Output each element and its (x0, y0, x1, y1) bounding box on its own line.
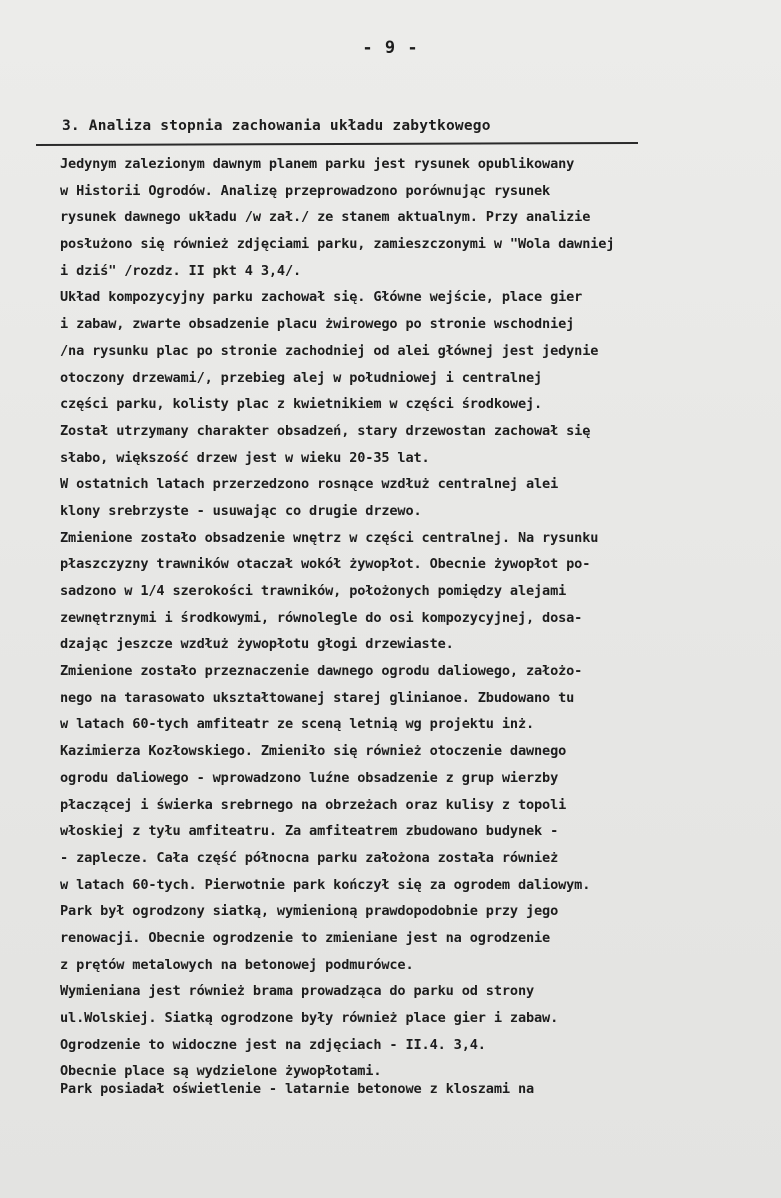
text-line: rysunek dawnego układu /w zał./ ze stanem aktualnym. Przy analizie (60, 209, 591, 226)
text-line: z prętów metalowych na betonowej podmurówce. (60, 956, 414, 973)
text-line: w Historii Ogrodów. Analizę przeprowadzono porównując rysunek (60, 182, 551, 199)
text-line: otoczony drzewami/, przebieg alej w południowej i centralnej (60, 369, 543, 386)
text-line: Obecnie place są wydzielone żywopłotami. (60, 1063, 382, 1080)
text-line: Park był ogrodzony siatką, wymienioną prawdopodobnie przy jego (60, 903, 559, 920)
text-line: części parku, kolisty plac z kwietnikiem w części środkowej. (60, 396, 543, 413)
text-line: - zaplecze. Cała część północna parku założona została również (60, 849, 559, 866)
page-number: - 9 - (362, 38, 419, 58)
text-line: posłużono się również zdjęciami parku, zamieszczonymi w "Wola dawniej (60, 236, 615, 253)
text-line: Układ kompozycyjny parku zachował się. Główne wejście, place gier (60, 289, 583, 306)
text-line: ul.Wolskiej. Siatką ogrodzone były również place gier i zabaw. (60, 1010, 559, 1026)
text-line: w latach 60-tych amfiteatr ze sceną letnią wg projektu inż. (60, 716, 535, 733)
text-line: i zabaw, zwarte obsadzenie placu żwirowego po stronie wschodniej (60, 316, 575, 333)
text-line: w latach 60-tych. Pierwotnie park kończył się za ogrodem daliowym. (60, 876, 591, 893)
text-line: W ostatnich latach przerzedzono rosnące wzdłuż centralnej alei (60, 476, 559, 493)
text-line: klony srebrzyste - usuwając co drugie drzewo. (60, 502, 422, 519)
text-line: sadzono w 1/4 szerokości trawników, położonych pomiędzy alejami (60, 583, 567, 599)
text-line: słabo, większość drzew jest w wieku 20-35 lat. (60, 449, 430, 466)
text-line: Zmienione zostało przeznaczenie dawnego ogrodu daliowego, założo- (60, 663, 583, 680)
text-line: Jedynym zalezionym dawnym planem parku jest rysunek opublikowany (60, 156, 575, 172)
section-heading: 3. Analiza stopnia zachowania układu zabytkowego (62, 118, 491, 134)
text-line: Zmienione zostało obsadzenie wnętrz w części centralnej. Na rysunku (60, 529, 599, 546)
text-line: płaszczyzny trawników otaczał wokół żywopłot. Obecnie żywopłot po- (60, 556, 591, 573)
text-line: Ogrodzenie to widoczne jest na zdjęciach - II.4. 3,4. (60, 1036, 486, 1053)
text-line: renowacji. Obecnie ogrodzenie to zmieniane jest na ogrodzenie (60, 929, 551, 946)
text-line: i dziś" /rozdz. II pkt 4 3,4/. (60, 262, 302, 279)
text-line: zewnętrznymi i środkowymi, równolegle do osi kompozycyjnej, dosa- (60, 609, 583, 626)
text-line-final: Park posiadał oświetlenie - latarnie betonowe z kloszami na (60, 1081, 535, 1097)
text-line: włoskiej z tyłu amfiteatru. Za amfiteatrem zbudowano budynek - (60, 823, 559, 840)
text-line: /na rysunku plac po stronie zachodniej od alei głównej jest jedynie (60, 342, 599, 359)
body-text (60, 151, 765, 1085)
heading-underline (36, 142, 638, 146)
text-line: dzając jeszcze wzdłuż żywopłotu głogi drzewiaste. (60, 636, 454, 653)
text-line: płaczącej i świerka srebrnego na obrzeżach oraz kulisy z topoli (60, 796, 567, 813)
text-line: nego na tarasowato ukształtowanej starej glinianoe. Zbudowano tu (60, 689, 575, 706)
text-line: ogrodu daliowego - wprowadzono luźne obsadzenie z grup wierzby (60, 769, 559, 786)
text-line: Został utrzymany charakter obsadzeń, stary drzewostan zachował się (60, 422, 591, 439)
text-line: Kazimierza Kozłowskiego. Zmieniło się również otoczenie dawnego (60, 743, 567, 760)
text-line: Wymieniana jest również brama prowadząca do parku od strony (60, 983, 535, 1000)
